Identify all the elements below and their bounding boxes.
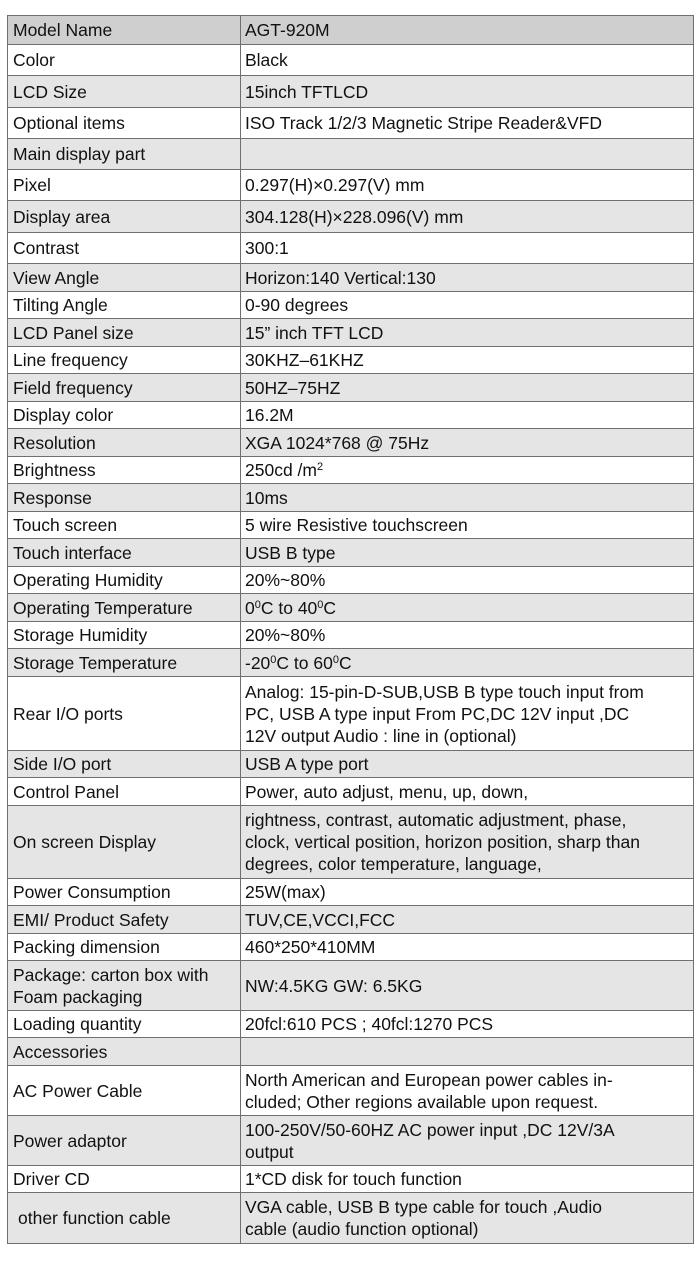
table-row: [8, 170, 694, 201]
row-label: Power adaptor: [8, 1116, 241, 1166]
row-value: [241, 457, 694, 484]
table-row: [8, 1066, 694, 1116]
row-label: Line frequency: [8, 347, 241, 374]
table-row: [8, 649, 694, 677]
table-row: [8, 484, 694, 512]
row-value: ISO Track 1/2/3 Magnetic Stripe Reader&VFD: [241, 108, 694, 139]
table-row: [8, 806, 694, 879]
row-label: Tilting Angle: [8, 292, 241, 319]
table-row: [8, 402, 694, 429]
table-row: [8, 879, 694, 906]
table-row: [8, 751, 694, 778]
table-row: [8, 319, 694, 347]
table-row: [8, 457, 694, 484]
table-row: [8, 292, 694, 319]
table-row: [8, 347, 694, 374]
superscript: 0: [270, 653, 277, 666]
row-label: Control Panel: [8, 778, 241, 806]
row-value: USB A type port: [241, 751, 694, 778]
row-label: Touch interface: [8, 539, 241, 567]
row-value: 50HZ–75HZ: [241, 374, 694, 402]
header-value: AGT-920M: [241, 16, 694, 45]
row-label: Packing dimension: [8, 934, 241, 961]
row-label: Display area: [8, 201, 241, 233]
table-row: [8, 233, 694, 264]
row-value: 0.297(H)×0.297(V) mm: [241, 170, 694, 201]
row-value: [241, 139, 694, 170]
table-row: [8, 1193, 694, 1244]
row-value: 15” inch TFT LCD: [241, 319, 694, 347]
row-label: Storage Humidity: [8, 622, 241, 649]
superscript: 0: [254, 598, 261, 611]
row-value: Black: [241, 45, 694, 76]
table-row: [8, 622, 694, 649]
row-value: XGA 1024*768 @ 75Hz: [241, 429, 694, 457]
table-row: [8, 139, 694, 170]
row-value: $-20^0C$ to $60^0C$: [241, 649, 694, 677]
row-value: 15inch TFTLCD: [241, 76, 694, 108]
row-label: Brightness: [8, 457, 241, 484]
spec-table: [7, 15, 694, 1244]
row-value: 300:1: [241, 233, 694, 264]
row-label: Operating Humidity: [8, 567, 241, 594]
row-value: 20fcl:610 PCS ; 40fcl:1270 PCS: [241, 1011, 694, 1038]
row-value: 20%~80%: [241, 622, 694, 649]
table-row: [8, 429, 694, 457]
header-label: Model Name: [8, 16, 241, 45]
row-label: EMI/ Product Safety: [8, 906, 241, 934]
row-label: Response: [8, 484, 241, 512]
row-value: 30KHZ–61KHZ: [241, 347, 694, 374]
row-value: 10ms: [241, 484, 694, 512]
row-label: Side I/O port: [8, 751, 241, 778]
table-row: [8, 374, 694, 402]
row-value: TUV,CE,VCCI,FCC: [241, 906, 694, 934]
row-value: Power, auto adjust, menu, up, down,: [241, 778, 694, 806]
table-row: [8, 1166, 694, 1193]
row-value: 5 wire Resistive touchscreen: [241, 512, 694, 539]
table-row: [8, 778, 694, 806]
table-row: [8, 45, 694, 76]
superscript: 0: [317, 598, 324, 611]
table-row: [8, 1038, 694, 1066]
row-label: Power Consumption: [8, 879, 241, 906]
row-value: VGA cable, USB B type cable for touch ,Audio cable (audio function optional): [241, 1193, 694, 1244]
row-value: USB B type: [241, 539, 694, 567]
row-value: [241, 1038, 694, 1066]
row-value: 304.128(H)×228.096(V) mm: [241, 201, 694, 233]
row-label: other function cable: [8, 1193, 241, 1244]
table-row: [8, 934, 694, 961]
row-label: Pixel: [8, 170, 241, 201]
superscript: 0: [332, 653, 339, 666]
row-value: 100-250V/50-60HZ AC power input ,DC 12V/3A output: [241, 1116, 694, 1166]
row-label: Rear I/O ports: [8, 677, 241, 751]
row-label: Loading quantity: [8, 1011, 241, 1038]
table-row: [8, 906, 694, 934]
row-label: Main display part: [8, 139, 241, 170]
row-value: NW:4.5KG GW: 6.5KG: [241, 961, 694, 1011]
row-label: Accessories: [8, 1038, 241, 1066]
row-value: $0^0C$ to $40^0C$: [241, 594, 694, 622]
table-header-row: [8, 16, 694, 45]
table-row: [8, 76, 694, 108]
row-label: View Angle: [8, 264, 241, 292]
table-row: [8, 567, 694, 594]
row-label: Color: [8, 45, 241, 76]
row-label: Touch screen: [8, 512, 241, 539]
row-label: Resolution: [8, 429, 241, 457]
brightness-value-text: 250cd /m: [245, 460, 317, 480]
row-value: rightness, contrast, automatic adjustment, phase, clock, vertical position, horizon position, sharp than degrees, color temperature, language,: [241, 806, 694, 879]
row-value: 460*250*410MM: [241, 934, 694, 961]
table-row: [8, 108, 694, 139]
table-row: [8, 594, 694, 622]
row-label: Operating Temperature: [8, 594, 241, 622]
row-value: 1*CD disk for touch function: [241, 1166, 694, 1193]
row-value: Horizon:140 Vertical:130: [241, 264, 694, 292]
table-row: [8, 961, 694, 1011]
row-label: Package: carton box with Foam packaging: [8, 961, 241, 1011]
table-row: [8, 201, 694, 233]
row-label: LCD Panel size: [8, 319, 241, 347]
table-row: [8, 264, 694, 292]
row-value: Analog: 15-pin-D-SUB,USB B type touch input from PC, USB A type input From PC,DC 12V input ,DC 12V output Audio : line in (optional): [241, 677, 694, 751]
row-value: 16.2M: [241, 402, 694, 429]
row-label: Display color: [8, 402, 241, 429]
row-value: 0-90 degrees: [241, 292, 694, 319]
row-label: On screen Display: [8, 806, 241, 879]
row-label: Contrast: [8, 233, 241, 264]
row-label: Optional items: [8, 108, 241, 139]
row-label: Field frequency: [8, 374, 241, 402]
row-value: North American and European power cables in- cluded; Other regions available upon request.: [241, 1066, 694, 1116]
table-row: [8, 677, 694, 751]
table-row: [8, 539, 694, 567]
row-value: 20%~80%: [241, 567, 694, 594]
table-row: [8, 1116, 694, 1166]
row-value: 25W(max): [241, 879, 694, 906]
superscript: 2: [316, 461, 324, 473]
row-label: LCD Size: [8, 76, 241, 108]
table-row: [8, 512, 694, 539]
row-label: Storage Temperature: [8, 649, 241, 677]
row-label: AC Power Cable: [8, 1066, 241, 1116]
row-label: Driver CD: [8, 1166, 241, 1193]
table-row: [8, 1011, 694, 1038]
